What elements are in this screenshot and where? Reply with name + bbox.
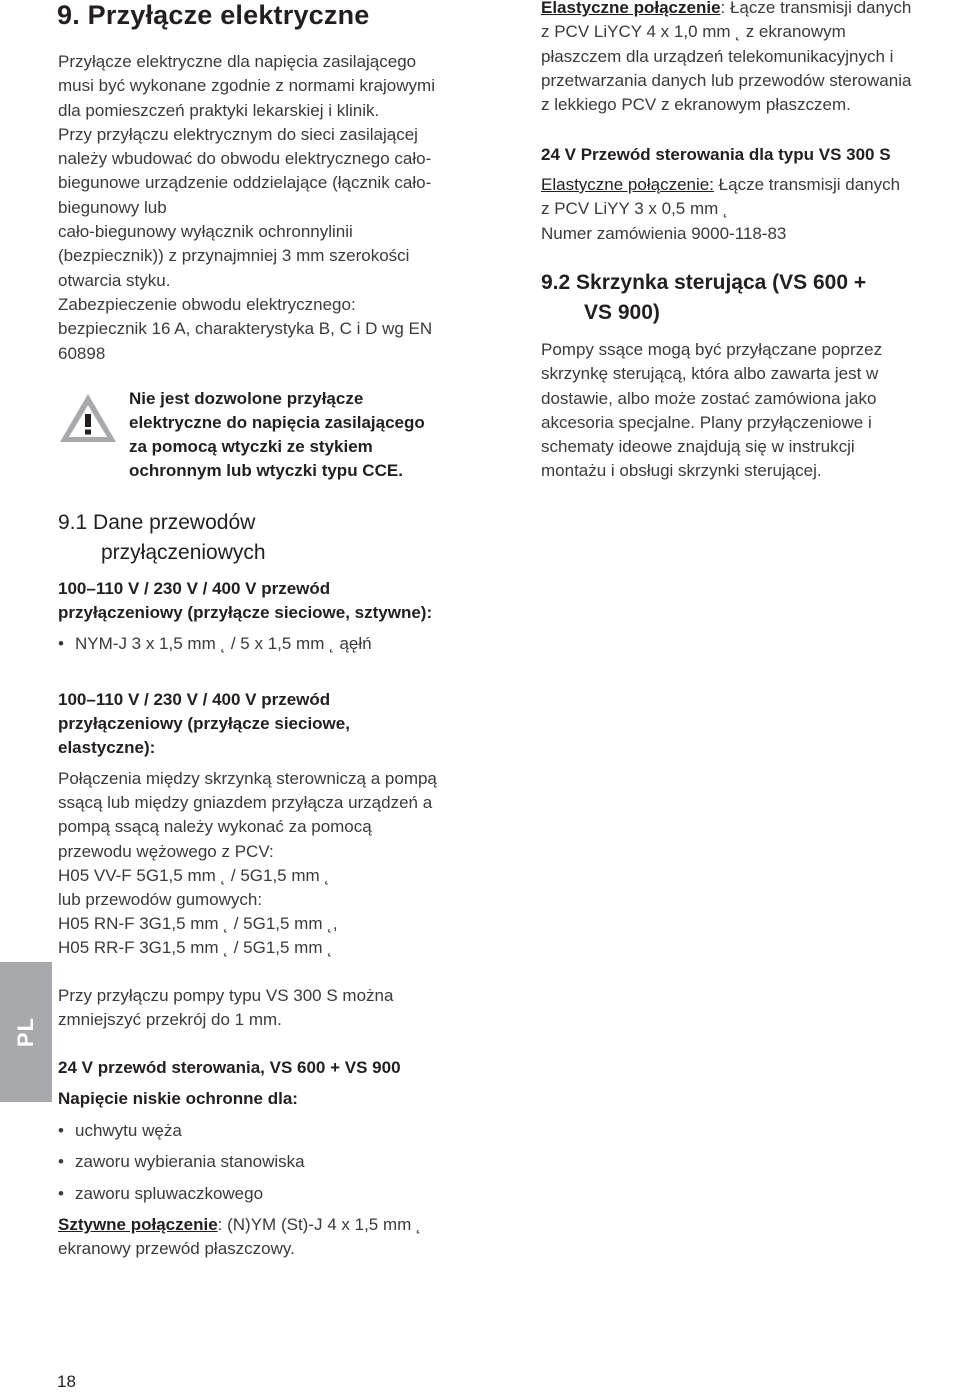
page-number: 18 xyxy=(57,1372,76,1391)
text-line: elektryczne do napięcia zasilającego xyxy=(129,413,425,432)
text-line: H05 RN-F 3G1,5 mm ˛ / 5G1,5 mm ˛, xyxy=(58,914,338,934)
text-line: Przy przyłączu pompy typu VS 300 S można xyxy=(58,986,394,1005)
language-tab xyxy=(0,962,52,1102)
text-line: 100–110 V / 230 V / 400 V przewód xyxy=(58,579,331,598)
text-line: (bezpiecznik)) z przynajmniej 3 mm szerokości xyxy=(58,246,410,266)
list-item-text: zaworu spluwaczkowego xyxy=(75,1184,264,1203)
text-line: zmniejszyć przekrój do 1 mm. xyxy=(58,1010,282,1030)
text-line: pompą ssącą należy wykonać za pomocą xyxy=(58,817,372,837)
text-line: otwarcia styku. xyxy=(58,270,171,290)
text-line: elastyczne): xyxy=(58,738,156,757)
text-line: H05 VV-F 5G1,5 mm ˛ / 5G1,5 mm ˛ xyxy=(58,865,331,885)
section-title: przyłączeniowych xyxy=(101,541,266,564)
text-line: Numer zamówienia 9000-118-83 xyxy=(541,223,787,243)
text-line: z PCV LiYCY 4 x 1,0 mm ˛ z ekranowym xyxy=(541,22,846,42)
text-line: przewodu wężowego z PCV: xyxy=(58,841,274,861)
flex-connection-text: : Łącze transmisji danych xyxy=(720,0,912,17)
section-number: 9.1 xyxy=(58,511,88,534)
vs300-flex-text: Łącze transmisji danych xyxy=(713,175,901,194)
text-line: płaszczem dla urządzeń telekomunikacyjnych i xyxy=(541,46,894,66)
list-item: • NYM-J 3 x 1,5 mm ˛ / 5 x 1,5 mm ˛ ąęłń xyxy=(58,634,372,653)
list-item-text: zaworu wybierania stanowiska xyxy=(75,1152,305,1171)
text-line: przyłączeniowy (przyłącze sieciowe, sztywne): xyxy=(58,603,433,622)
flex-cable-text xyxy=(58,767,437,961)
control-cable-heading: 24 V przewód sterowania, VS 600 + VS 900 xyxy=(58,1058,401,1077)
text-line: za pomocą wtyczki ze stykiem xyxy=(129,437,373,456)
rigid-connection xyxy=(58,1213,422,1262)
text-line: bezpiecznik 16 A, charakterystyka B, C i D wg EN xyxy=(58,319,433,339)
section-9-2-text xyxy=(541,338,882,484)
text-line: Nie jest dozwolone przyłącze xyxy=(129,389,364,408)
text-line: 100–110 V / 230 V / 400 V przewód xyxy=(58,690,331,709)
flex-connection-label: Elastyczne połączenie xyxy=(541,0,721,17)
rigid-connection-text: : (N)YM (St)-J 4 x 1,5 mm ˛ xyxy=(217,1215,422,1234)
text-line: Przyłącze elektryczne dla napięcia zasilającego xyxy=(58,52,417,71)
text-line: ochronnym lub wtyczki typu CCE. xyxy=(129,461,403,480)
flex-cable-heading xyxy=(58,688,350,760)
text-line: H05 RR-F 3G1,5 mm ˛ / 5G1,5 mm ˛ xyxy=(58,938,333,958)
vs300-flex-label: Elastyczne połączenie: xyxy=(541,175,714,194)
text-line: ssącą lub między gniazdem przyłącza urządzeń a xyxy=(58,793,433,813)
text-line: Połączenia między skrzynką sterowniczą a pompą xyxy=(58,769,437,788)
text-line: schematy ideowe znajdują się w instrukcji xyxy=(541,437,855,457)
list-item-text: NYM-J 3 x 1,5 mm ˛ / 5 x 1,5 mm ˛ ąęłń xyxy=(75,634,372,653)
text-line: z PCV LiYY 3 x 0,5 mm ˛ xyxy=(541,199,729,219)
text-line: dla pomieszczeń praktyki lekarskiej i klinik. xyxy=(58,100,380,120)
warning-triangle-icon xyxy=(58,392,118,444)
rigid-connection-label: Sztywne połączenie xyxy=(58,1215,218,1234)
section-title: VS 900) xyxy=(584,301,660,324)
text-line: biegunowy lub xyxy=(58,197,167,217)
text-line: cało-biegunowy wyłącznik ochronnylinii xyxy=(58,222,353,242)
vs300-note xyxy=(58,984,393,1033)
text-line: przyłączeniowy (przyłącze sieciowe, xyxy=(58,714,350,733)
list-item: • uchwytu węża xyxy=(58,1121,182,1140)
list-item-text: uchwytu węża xyxy=(75,1121,182,1140)
text-line: 60898 xyxy=(58,343,106,363)
low-voltage-heading: Napięcie niskie ochronne dla: xyxy=(58,1089,298,1108)
section-9-2-heading xyxy=(541,268,866,328)
section-title: Skrzynka sterująca (VS 600 + xyxy=(576,271,867,294)
text-line: Pompy ssące mogą być przyłączane poprzez xyxy=(541,340,883,359)
text-line: Zabezpieczenie obwodu elektrycznego: xyxy=(58,294,356,314)
text-line: akcesoria specjalne. Plany przyłączeniowe i xyxy=(541,412,872,432)
text-line: lub przewodów gumowych: xyxy=(58,890,263,910)
text-line: z lekkiego PCV z ekranowym płaszczem. xyxy=(541,95,851,115)
page-title: 9. Przyłącze elektryczne xyxy=(57,0,370,30)
vs300-control-heading: 24 V Przewód sterowania dla typu VS 300 S xyxy=(541,145,891,164)
text-line: Przy przyłączu elektrycznym do sieci zasilającej xyxy=(58,124,418,144)
language-tab-label: PL xyxy=(13,1016,38,1048)
warning-text xyxy=(129,387,425,483)
text-line: montażu i obsługi skrzynki sterującej. xyxy=(541,461,822,481)
text-line: skrzynkę sterującą, która albo zawarta jest w xyxy=(541,364,879,384)
text-line: należy wbudować do obwodu elektrycznego cało- xyxy=(58,149,432,169)
section-9-1-heading xyxy=(58,508,266,568)
list-item: • zaworu wybierania stanowiska xyxy=(58,1152,305,1171)
text-line: biegunowe urządzenie oddzielające (łącznik cało- xyxy=(58,173,432,193)
list-item: • zaworu spluwaczkowego xyxy=(58,1184,264,1203)
vs300-flex-block xyxy=(541,173,900,246)
flex-connection-block xyxy=(541,0,911,117)
section-number: 9.2 xyxy=(541,271,571,294)
intro-paragraph xyxy=(58,50,435,366)
text-line: dostawie, albo może zostać zamówiona jako xyxy=(541,388,877,408)
rigid-cable-heading xyxy=(58,577,432,625)
text-line: ekranowy przewód płaszczowy. xyxy=(58,1239,295,1259)
section-title: Dane przewodów xyxy=(93,511,256,534)
text-line: przetwarzania danych lub przewodów sterowania xyxy=(541,70,912,90)
text-line: musi być wykonane zgodnie z normami krajowymi xyxy=(58,76,435,96)
